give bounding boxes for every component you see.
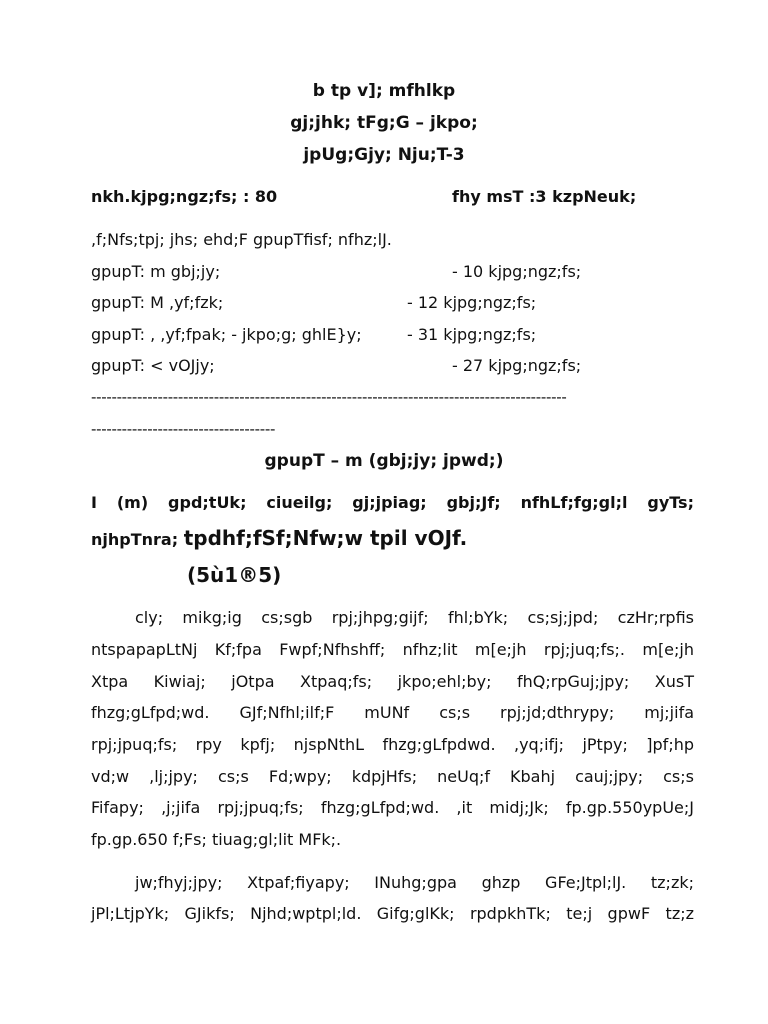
total-marks: nkh.kjpg;ngz;fs; : 80 bbox=[91, 187, 278, 206]
exam-title: gj;jhk; tFg;G – jkpo; bbox=[290, 113, 478, 133]
section-marks: - 31 kjpg;ngz;fs; bbox=[407, 325, 537, 344]
section-label: gpupT: m gbj;jy; bbox=[91, 262, 221, 281]
section-marks: - 12 kjpg;ngz;fs; bbox=[407, 293, 537, 312]
instructions: ,f;Nfs;tpj; jhs; ehd;F gpupTfisf; nfhz;lJ. bbox=[91, 230, 392, 249]
section-label: gpupT: , ,yf;fpak; - jkpo;g; ghlE}y; bbox=[91, 325, 362, 344]
section-heading: gpupT – m (gbj;jy; jpwd;) bbox=[264, 451, 504, 471]
exam-duration: fhy msT :3 kzpNeuk; bbox=[452, 187, 637, 206]
question-number: I bbox=[91, 493, 97, 512]
separator-line: ------------------------------------ bbox=[91, 420, 276, 438]
paragraph-line: Xtpa Kiwiaj; jOtpa Xtpaq;fs; jkpo;ehl;by; fhQ;rpGuj;jpy; XusT bbox=[91, 672, 694, 691]
question-label: (m) bbox=[116, 493, 149, 512]
exam-subtitle: jpUg;Gjy; Nju;T-3 bbox=[303, 145, 465, 165]
paragraph-line: jPl;LtjpYk; GJikfs; Njhd;wptpl;ld. Gifg;glKk; rpdpkhTk; te;j gpwF tz;z bbox=[91, 904, 694, 923]
question-text: njhpTnra; bbox=[91, 530, 179, 549]
paragraph-line: ntspapapLtNj Kf;fpa Fwpf;Nfhshff; nfhz;lit m[e;jh rpj;juq;fs;. m[e;jh bbox=[91, 640, 694, 659]
section-label: gpupT: M ,yf;fzk; bbox=[91, 293, 224, 312]
paragraph-line: vd;w ,lj;jpy; cs;s Fd;wpy; kdpjHfs; neUq;f Kbahj cauj;jpy; cs;s bbox=[91, 767, 694, 786]
school-title: b tp v]; mfhlkp bbox=[312, 81, 456, 101]
separator-line: --------------------------------------------------------------------------------------------- bbox=[91, 388, 567, 406]
question-text: gpd;tUk; ciueilg; gj;jpiag; gbj;Jf; nfhLf;fg;gl;l gyTs; bbox=[168, 493, 694, 512]
question-line bbox=[91, 493, 694, 512]
section-label: gpupT: < vOJjy; bbox=[91, 356, 215, 375]
question-marks: (5ù1®5) bbox=[187, 563, 282, 587]
section-marks: - 10 kjpg;ngz;fs; bbox=[452, 262, 582, 281]
paragraph-line: jw;fhyj;jpy; Xtpaf;fiyapy; INuhg;gpa ghzp GFe;Jtpl;lJ. tz;zk; bbox=[135, 873, 694, 892]
question-text-emphasis: tpdhf;fSf;Nfw;w tpil vOJf. bbox=[183, 526, 468, 550]
question-line bbox=[91, 526, 467, 550]
paragraph-line: cly; mikg;ig cs;sgb rpj;jhpg;gijf; fhl;bYk; cs;sj;jpd; czHr;rpfis bbox=[135, 608, 694, 627]
paragraph-line: rpj;jpuq;fs; rpy kpfj; njspNthL fhzg;gLfpdwd. ,yq;ifj; jPtpy; ]pf;hp bbox=[91, 735, 694, 754]
paragraph-line: fhzg;gLfpd;wd. GJf;Nfhl;ilf;F mUNf cs;s rpj;jd;dthrypy; mj;jifa bbox=[91, 703, 694, 722]
section-marks: - 27 kjpg;ngz;fs; bbox=[452, 356, 582, 375]
paragraph-line: fp.gp.650 f;Fs; tiuag;gl;lit MFk;. bbox=[91, 830, 342, 849]
paragraph-line: Fifapy; ,j;jifa rpj;jpuq;fs; fhzg;gLfpd;wd. ,it midj;Jk; fp.gp.550ypUe;J bbox=[91, 798, 694, 817]
